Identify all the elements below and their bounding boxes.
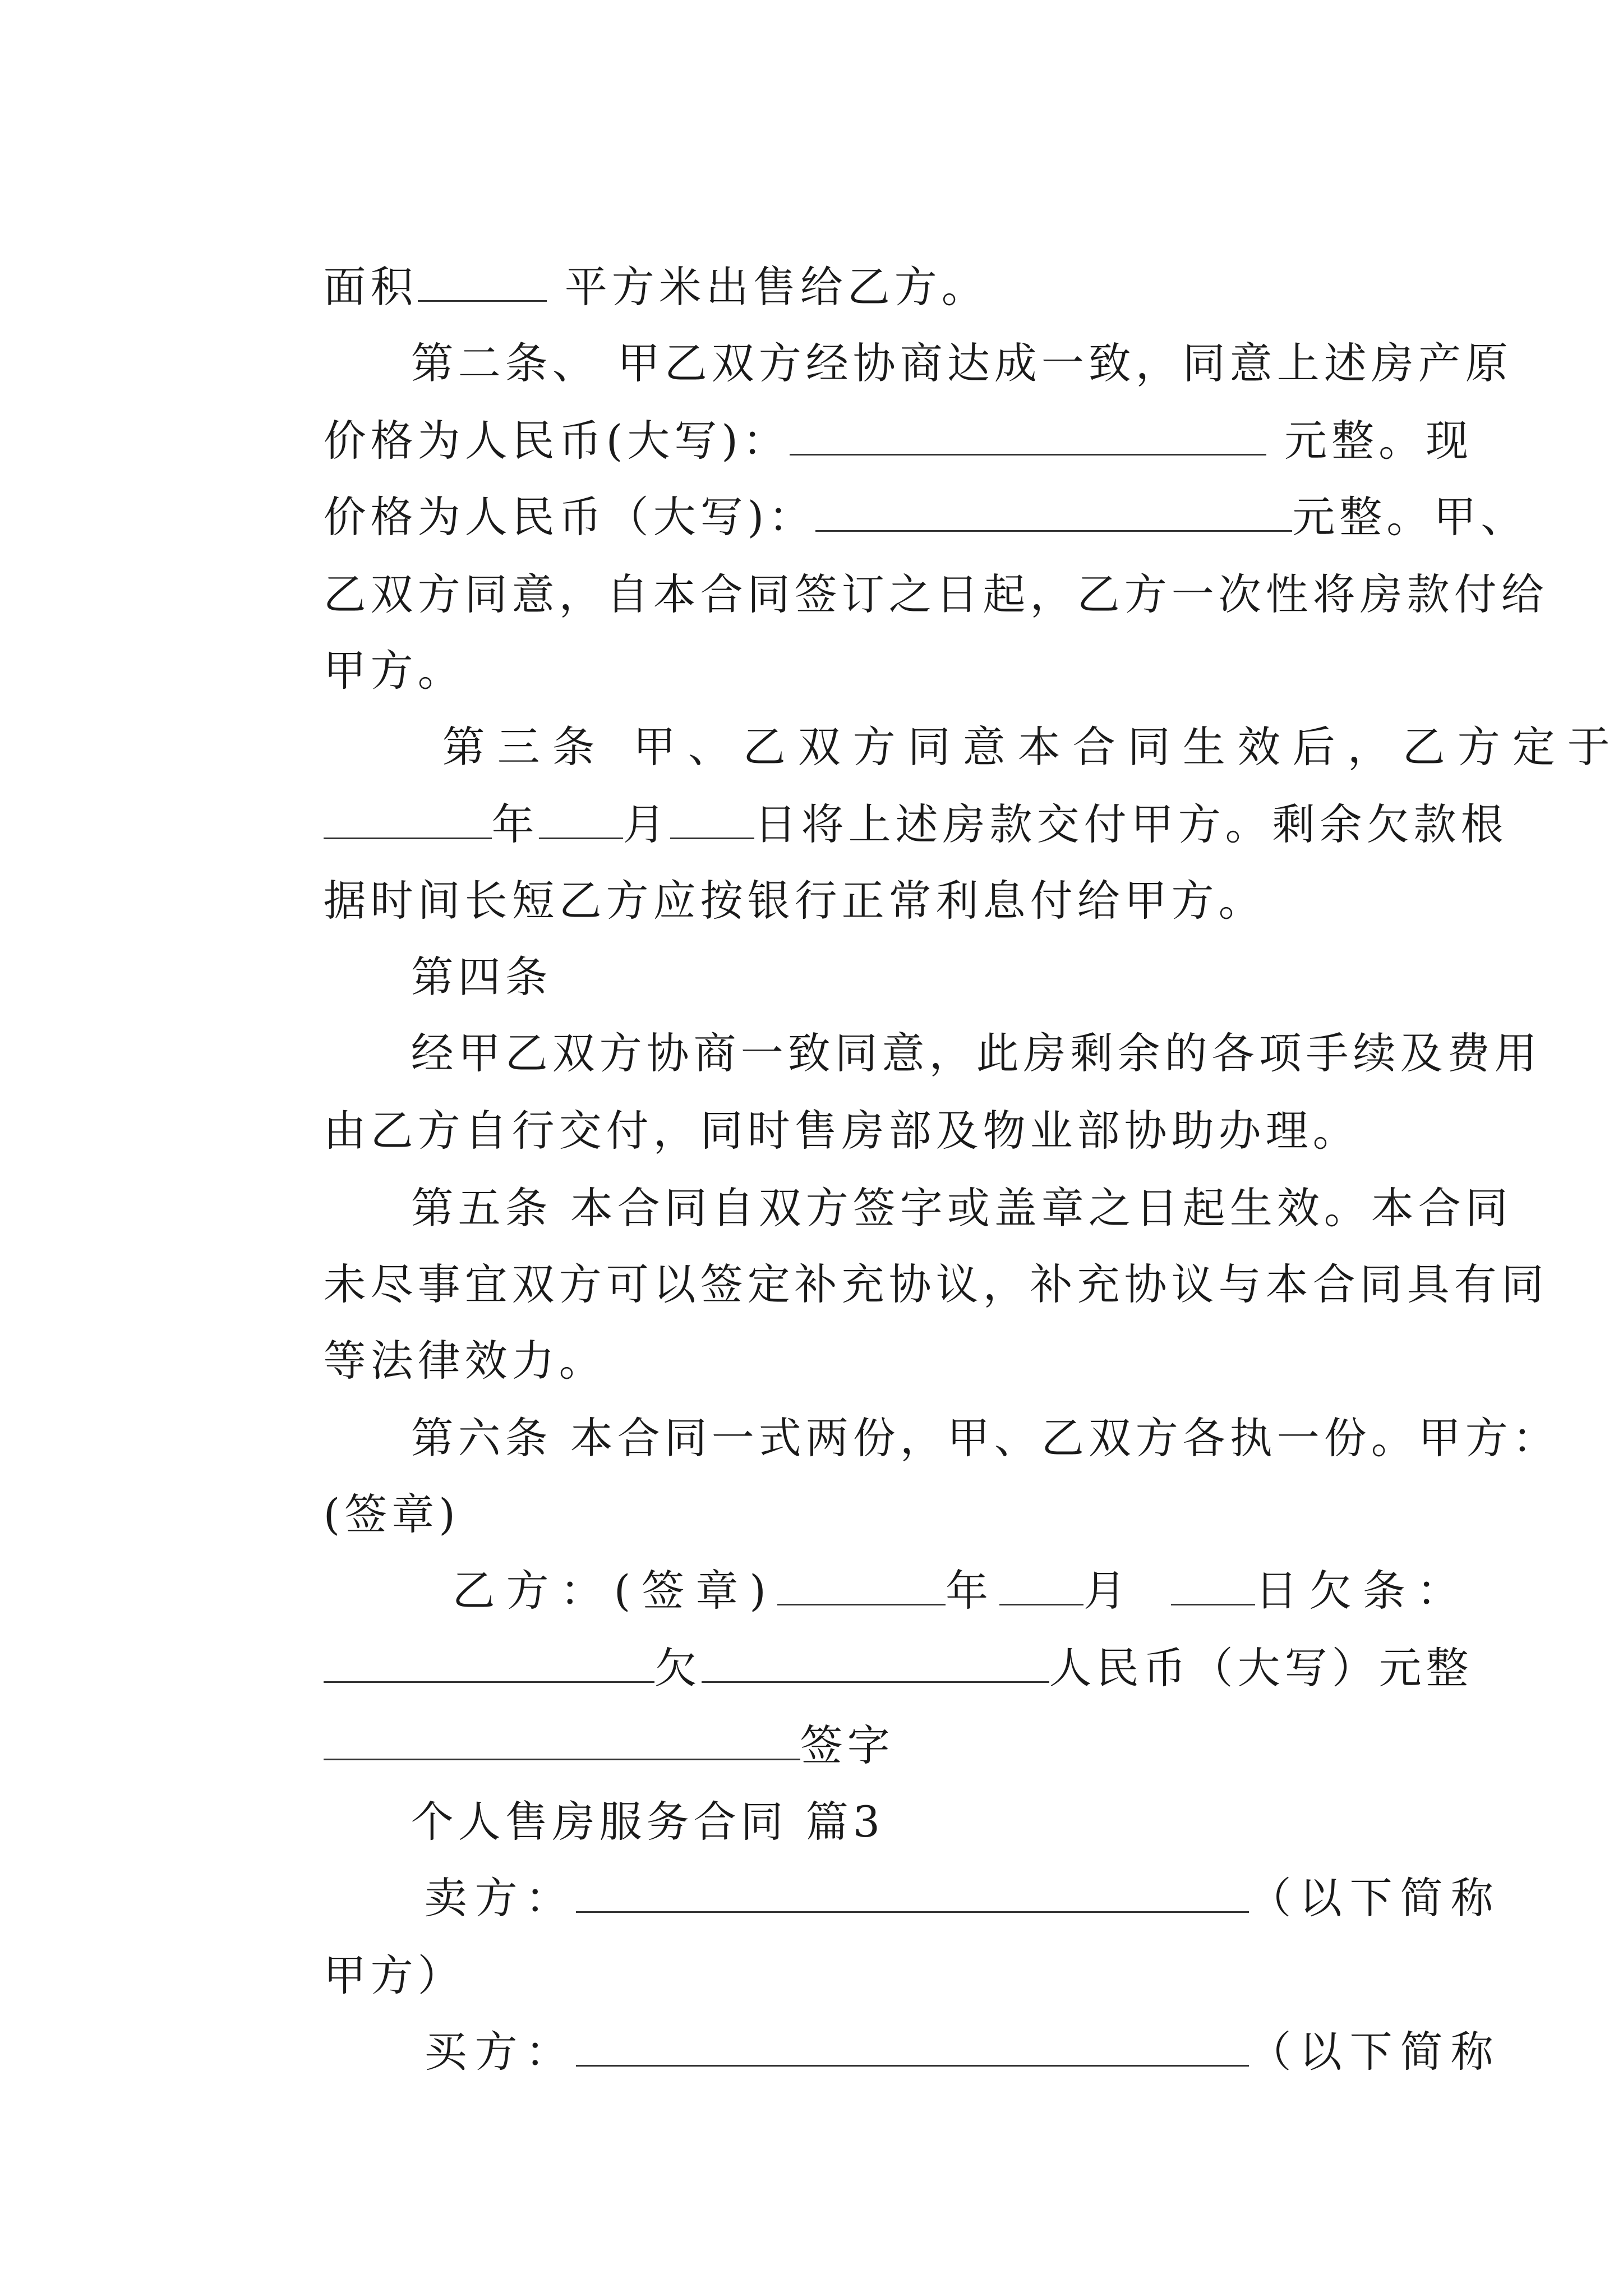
line-text: 等法律效力。 xyxy=(323,1336,606,1386)
blank-field xyxy=(324,1727,800,1760)
blank-field xyxy=(418,269,547,302)
line-text: 第五条 本合同自双方签字或盖章之日起生效。本合同 xyxy=(411,1183,1513,1233)
blank-field xyxy=(999,1572,1083,1605)
line-text: 价格为人民币（大写)： xyxy=(323,492,816,542)
blank-field xyxy=(539,806,623,839)
line-text: 未尽事宜双方可以签定补充协议，补充协议与本合同具有同 xyxy=(323,1259,1548,1309)
line-text: 乙方：(签章) xyxy=(452,1566,777,1616)
line-text: 元整。现 xyxy=(1266,416,1473,466)
line-text: 面积 xyxy=(323,262,418,312)
line-text: 月 xyxy=(1083,1566,1137,1616)
blank-field xyxy=(576,1880,1249,1913)
line-text: (签章) xyxy=(323,1489,460,1539)
seller-line xyxy=(339,1834,1501,1962)
line-text: 价格为人民币(大写)： xyxy=(323,416,790,466)
line-text: 元整。甲、 xyxy=(1292,492,1528,542)
line-text: 人民币（大写）元整 xyxy=(1049,1643,1473,1693)
blank-field xyxy=(1171,1572,1255,1605)
line-text: 日将上述房款交付甲方。剩余欠款根 xyxy=(754,799,1508,849)
line-text: 甲方） xyxy=(323,1950,465,2000)
article-6-line xyxy=(339,1374,1560,1502)
line-text: 由乙方自行交付，同时售房部及物业部协助办理。 xyxy=(323,1106,1360,1156)
line-text: 平方米出售给乙方。 xyxy=(546,262,989,312)
line-text: 经甲乙双方协商一致同意，此房剩余的各项手续及费用 xyxy=(411,1028,1542,1078)
blank-field xyxy=(702,1650,1049,1683)
line-text: 据时间长短乙方应按银行正常利息付给甲方。 xyxy=(323,876,1266,926)
line-text: （以下简称 xyxy=(1248,1873,1501,1923)
blank-field xyxy=(670,806,754,839)
line-text: 第六条 本合同一式两份，甲、乙双方各执一份。甲方： xyxy=(411,1413,1560,1463)
blank-field xyxy=(324,1650,654,1683)
buyer-line xyxy=(339,1988,1501,2116)
line-text: 日欠条： xyxy=(1255,1566,1470,1616)
line-text: 年 xyxy=(491,799,539,849)
line-text: 月 xyxy=(623,799,670,849)
line-text: 乙双方同意，自本合同签订之日起，乙方一次性将房款付给 xyxy=(323,569,1548,619)
line-text: （以下简称 xyxy=(1248,2027,1501,2077)
line-text: 第四条 xyxy=(411,952,552,1002)
line-text: 个人售房服务合同 篇3 xyxy=(411,1797,885,1847)
blank-field xyxy=(576,2033,1249,2067)
line-text: 第二条、 甲乙双方经协商达成一致，同意上述房产原 xyxy=(411,338,1513,388)
line-text: 买方： xyxy=(424,2027,576,2077)
line-text: 卖方： xyxy=(424,1873,576,1923)
line-text: 签字 xyxy=(800,1720,895,1770)
blank-field xyxy=(324,806,492,839)
line-text: 甲方。 xyxy=(323,646,465,696)
line-text: 第三条 甲、乙双方同意本合同生效后，乙方定于 xyxy=(442,722,1622,772)
line-text: 欠 xyxy=(654,1643,702,1693)
line-text: 年 xyxy=(945,1566,999,1616)
blank-field xyxy=(790,422,1266,455)
blank-field xyxy=(815,499,1292,532)
blank-field xyxy=(777,1572,946,1605)
